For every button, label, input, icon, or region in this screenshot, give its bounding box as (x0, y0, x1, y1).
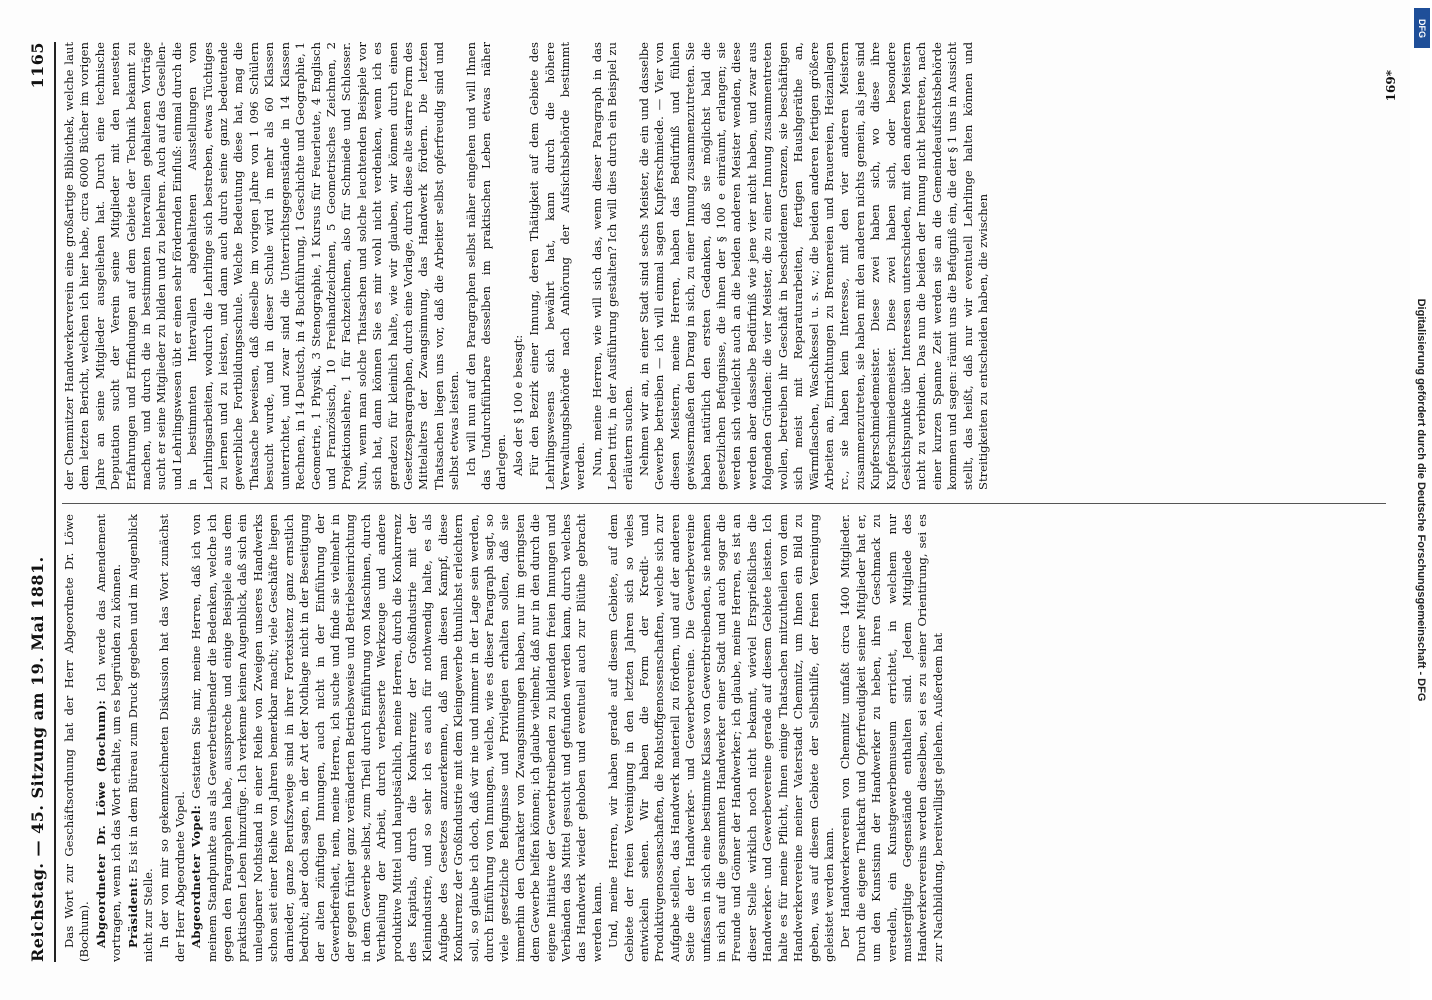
paragraph: Nehmen wir an, in einer Stadt sind sechs Meister, die ein und dasselbe Gewerbe betreiben — ich will einmal sagen Kupferschmiede. — Vier von diesen Meistern, meine Herren, haben das Bedürfniß und fühlen gewissermaßen den Drang in sich, zu einer Innung zusammenzutreten. Sie haben natürlich den ersten Gedanken, daß sie möglichst bald die gesetzlichen Befugnisse, die ihnen der § 100 e einräumt, erlangen; sie werden sich vielleicht auch an die beiden anderen Meister wenden, diese werden aber dasselbe Bedürfniß wie jene vier nicht haben, und zwar aus folgenden Gründen: die vier Meister, die zu einer Innung zusammentreten wollen, betreiben ihr Geschäft in bescheidenen Grenzen, sie beschäftigen sich meist mit Reparaturarbeiten, fertigen Haushgeräthe an, Wärmflaschen, Waschkessel u. s. w.; die beiden anderen fertigen größere Arbeiten an, Einrichtungen zu Brennereien und Brauereien, Heizanlagen rc., sie haben kein Interesse, mit den vier anderen Meistern zusammenzutreten, sie haben mit den anderen nichts gemein, als jene sind Kupferschmiedemeister. Diese zwei haben sich, wo diese ihre Kupferschmiedemeister. Diese zwei haben sich, oder besondere Gesichtspunkte über Interessen unterschieden, mit den anderen Meistern nicht zu verbinden. Das nun die beiden der Innung nicht beitreten, nach einer kurzen Spanne Zeit werden sie an die Gemeindeaufsichtsbehörde kommen und sagen: räumt uns die Befugniß ein, die der § 1 uns in Aussicht stellt, das heißt, daß nur wir eventuell Lehrlinge halten können und Streitigkeiten zu entscheiden haben, die zwischen (637, 42, 990, 490)
speech-text: Gestatten Sie mir, meine Herren, daß ich von meinem Standpunkte aus als Gewerbetreibender die Bedenken, welche ich gegen den Paragraphen habe, ausspreche und einige Beispiele aus dem praktischen Leben hinzufüge. Ich verkenne keinen Augenblick, daß sich ein unleugbarer Nothstand in einer Reihe von Zweigen unseres Handwerks schon seit einer Reihe von Jahren bemerkbar macht; viele Geschäfte liegen darnieder, ganze Berufszweige sind in ihrer Fortexistenz ganz ernstlich bedroht; aber doch sagen, in der Art der Nothlage nicht in der Beseitigung der alten zünftigen Innungen, auch nicht in der Einführung der Gewerbefreiheit, nein, meine Herren, ich suche und finde sie vielmehr in der gegen früher ganz veränderten Betriebsweise und Betriebseinrichtung in dem Gewerbe selbst, zum Theil durch Einführung von Maschinen, durch Vertheilung der Arbeit, durch verbesserte Werkzeuge und andere produktive Mittel und hauptsächlich, meine Herren, durch die Konkurrenz des Kapitals, durch die Konkurrenz der Großindustrie mit der Kleinindustrie, und so sehr ich es auch für nothwendig halte, es als Aufgabe des Gesetzes anzuerkennen, daß man diesen Kampf, diese Konkurrenz der Großindustrie mit dem Kleingewerbe thunlichst erleichtern soll, so glaube ich doch, daß wir nie und nimmer in der Lage sein werden, durch Einführung von Innungen, welche, wie es dieser Paragraph sagt, so viele gesetzliche Befugnisse und Privilegien erhalten sollen, daß sie immerhin den Charakter von Zwangsinnungen haben, nur im geringsten dem Gewerbe helfen können; ich glaube vielmehr, daß nur in den durch die eigene Initiative der Gewerbtreibenden zu bildenden freien Innungen und Verbänden das Mittel gesucht und gefunden werden kann, durch welches das Handwerk wieder gehoben und eventuell auch zur Blüthe gebracht werden kann. (189, 514, 604, 962)
speaker-name: Abgeordneter Vopel: (189, 804, 204, 948)
paragraph: Das Wort zur Geschäftsordnung hat der Herr Abgeordnete Dr. Löwe (Bochum). (62, 514, 92, 962)
header-rule (54, 42, 56, 962)
speech-text: Ich werde das Amendement vortragen, wenn ich das Wort erhalte, um es begründen zu können. (93, 514, 124, 962)
paragraph: der Chemnitzer Handwerkerverein eine großartige Bibliothek, welche laut dem letzten Bericht, welchen ich hier habe, circa 6000 Bücher im vorigen Jahre an seine Mitglieder ausgeliehen hat. Durch eine technische Deputation sucht der Verein seine Mitglieder mit den neuesten Erfahrungen und Erfindungen auf dem Gebiete der Technik bekannt zu machen, und durch die in bestimmten Intervallen gehaltenen Vorträge sucht er seine Mitglieder zu bilden und zu belehren. Auch auf das Gesellen- und Lehrlingswesen übt er einen sehr fördernden Einfluß: einmal durch die in bestimmten Intervallen abgehaltenen Ausstellungen von Lehrlingsarbeiten, wodurch die Lehrlinge sich bestreben, etwas Tüchtiges zu lernen und zu leisten, und dann auch durch seine ganz bedeutende gewerbliche Fortbildungsschule. Welche Bedeutung diese hat, mag die Thatsache beweisen, daß dieselbe im vorigen Jahre von 1 096 Schülern besucht wurde, und in dieser Schule wird in mehr als 60 Klassen unterrichtet, und zwar sind die Unterrichtsgegenstände in 14 Klassen Rechnen, in 14 Deutsch, in 4 Buchführung, 1 Geschichte und Geographie, 1 Geometrie, 1 Physik, 3 Stenographie, 1 Kursus für Feuerleute, 4 Englisch und Französisch, 10 Freihandzeichnen, 5 Geometrisches Zeichnen, 2 Projektionslehre, 1 für Fachzeichnen, also für Schmiede und Schlosser. Nun, wenn man solche Thatsachen und solche leuchtenden Beispiele vor sich hat, dann können Sie es mir wohl nicht verdenken, wenn ich es geradezu für kleinlich halte, wie wir glauben, wir können durch einen Gesetzesparagraphen, durch eine Vorlage, durch diese alte starre Form des Mittelalters der Zwangsinnung, das Handwerk fördern. Die letzten Thatsachen liegen uns vor, daß die Arbeiter selbst opferfreudig sind und selbst etwas leisten. (62, 42, 462, 490)
page-header (28, 42, 52, 962)
page-number: 1165 (28, 42, 47, 89)
signature-number: 169* (1384, 70, 1398, 102)
right-column (62, 42, 1386, 490)
paragraph (189, 514, 605, 962)
left-column (62, 514, 1386, 962)
paragraph (94, 514, 125, 962)
paragraph: Der Handwerkerverein von Chemnitz umfaßt circa 1400 Mitglieder. Durch die eigene Thatkraft und Opferfreudigkeit seiner Mitglieder hat er, um den Kunstsinn der Handwerker zu heben, ihren Geschmack zu veredeln, ein Kunstgewerbemuseum errichtet, in welchem nur mustergiltige Gegenstände enthalten sind. Jedem Mitgliede des Handwerkervereins werden dieselben, sei es zu seiner Orientirung, sei es zur Nachbildung, bereitwilligst geliehen. Außerdem hat (838, 514, 945, 962)
dfg-badge-text: DFG (1417, 19, 1427, 38)
column-divider (62, 503, 1386, 504)
speech-text: Es ist in dem Büreau zum Druck gegeben und im Augenblick nicht zur Stelle. (125, 514, 156, 962)
paragraph (126, 514, 157, 962)
dfg-logo-icon (1414, 8, 1430, 48)
paragraph: Ich will nun auf den Paragraphen selbst näher eingehen und will Ihnen das Undurchführbare desselben im praktischen Leben etwas näher darlegen. (463, 42, 509, 490)
running-title: Reichstag. — 45. Sitzung am 19. Mai 1881. (28, 556, 47, 962)
paragraph: Und, meine Herren, wir haben gerade auf diesem Gebiete, auf dem Gebiete der freien Vereinigung in den letzten Jahren sich so vieles entwickeln sehen. Wir haben die Form der Kredit- und Produktivgenossenschaften, die Rohstoffgenossenschaften, welche sich zur Aufgabe stellen, das Handwerk materiell zu fördern, und auf der anderen Seite die der Handwerker- und Gewerbevereine. Die Gewerbevereine umfassen in sich eine bestimmte Klasse von Gewerbtreibenden, sie nehmen in sich auf die gesammten Handwerker einer Stadt und auch sogar die Freunde und Gönner der Handwerker; ich glaube, meine Herren, es ist an dieser Stelle wirklich noch nicht bekannt, wieviel Ersprießliches die Handwerker- und Gewerbevereine gerade auf diesem Gebiete leisten. Ich halte es für meine Pflicht, Ihnen einige Thatsachen mitzutheilen von dem Handwerkervereine meiner Vaterstadt Chemnitz, um Ihnen ein Bild zu geben, was auf diesem Gebiete der Selbsthilfe, der freien Vereinigung geleistet werden kann. (606, 514, 836, 962)
digitization-credit: Digitalisierung gefördert durch die Deutsche Forschungsgemeinschaft - DFG (1415, 298, 1427, 702)
speaker-name: Präsident: (125, 877, 140, 948)
paragraph: In der von mir so gekennzeichneten Diskussion hat das Wort zunächst der Herr Abgeordnete Vopel. (157, 514, 187, 962)
paragraph: Nun, meine Herren, wie will sich das, wenn dieser Paragraph in das Leben tritt, in der Ausführung gestalten? Ich will dies durch ein Beispiel zu erläutern suchen. (589, 42, 635, 490)
paragraph: Also der § 100 e besagt: (510, 334, 525, 476)
speaker-name: Abgeordneter Dr. Löwe (Bochum): (93, 699, 108, 948)
quoted-paragraph: Für den Bezirk einer Innung, deren Thätigkeit auf dem Gebiete des Lehrlingswesens sich bewährt hat, kann durch die höhere Verwaltungsbehörde nach Anhörung der Aufsichtsbehörde bestimmt werden. (527, 42, 588, 490)
digitization-sidebar (1410, 0, 1432, 1000)
